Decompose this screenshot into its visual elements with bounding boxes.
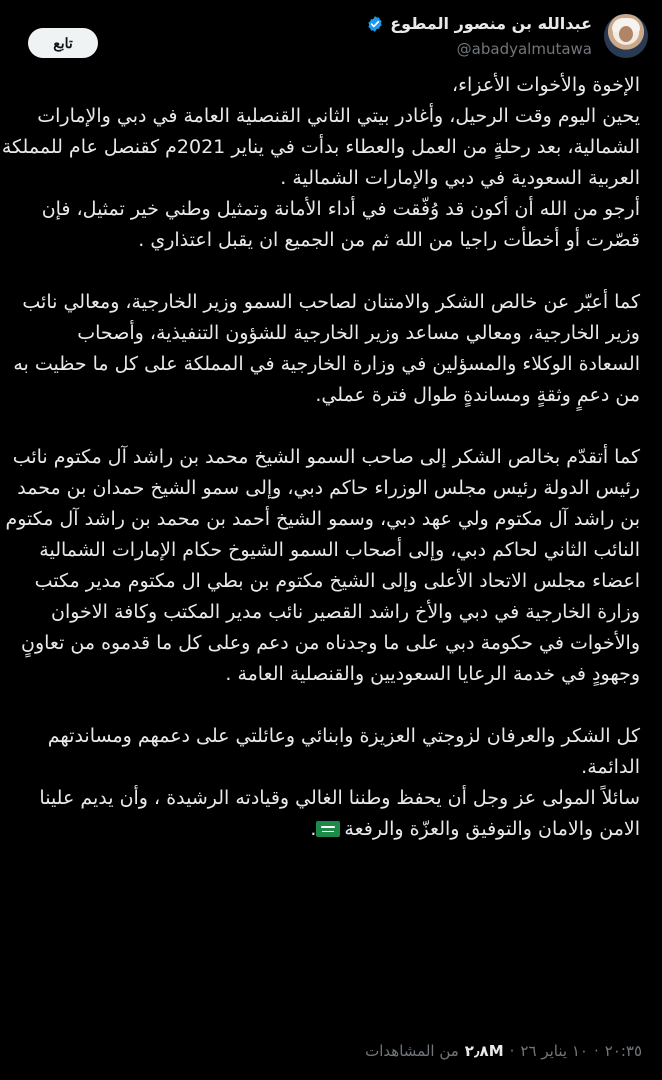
paragraph bbox=[5, 442, 640, 690]
author-handle[interactable]: @abadyalmutawa bbox=[456, 40, 592, 58]
views-label: من المشاهدات bbox=[365, 1042, 459, 1060]
text-line: اعضاء مجلس الاتحاد الأعلى وإلى الشيخ مكتوم بن بطي ال مكتوم مدير مكتب bbox=[34, 570, 640, 592]
text-line-with-flag: الامن والامان والتوفيق والعزّة والرفعة. bbox=[310, 818, 640, 840]
saudi-flag-icon bbox=[316, 821, 340, 837]
text-line: بن راشد آل مكتوم ولي عهد دبي، وسمو الشيخ أحمد بن محمد بن راشد آل مكتوم bbox=[5, 508, 640, 530]
text-line: وزارة الخارجية في دبي والأخ راشد القصير نائب مدير المكتب وكافة الاخوان bbox=[51, 601, 640, 623]
text-line: الامن والامان والتوفيق والعزّة والرفعة bbox=[344, 818, 640, 840]
paragraph bbox=[20, 721, 640, 845]
tweet-time[interactable]: ٢٠:٣٥ bbox=[604, 1042, 642, 1060]
text-line: أرجو من الله أن أكون قد وُفّقت في أداء الأمانة وتمثيل وطني خير تمثيل، فإن bbox=[41, 198, 640, 220]
text-line: سائلاً المولى عز وجل أن يحفظ وطننا الغالي وقيادته الرشيدة ، وأن يديم علينا bbox=[39, 787, 640, 809]
meta-separator: · bbox=[509, 1042, 515, 1060]
text-line: والأخوات في حكومة دبي على ما وجدناه من دعم وعلى كل ما قدموه من تعاونٍ bbox=[21, 632, 640, 654]
author-name-row bbox=[366, 14, 592, 33]
views-count: ٢٫٨M bbox=[464, 1042, 504, 1060]
paragraph bbox=[13, 287, 640, 411]
tweet-meta bbox=[365, 1042, 642, 1060]
text-line: النائب الثاني لحاكم دبي، وإلى أصحاب السمو الشيوخ حكام الإمارات الشمالية bbox=[39, 539, 640, 561]
text-line: من دعمٍ وثقةٍ ومساندةٍ طوال فترة عملي. bbox=[315, 384, 640, 406]
follow-button[interactable]: تابع bbox=[28, 28, 98, 58]
text-line: الدائمة. bbox=[581, 756, 640, 778]
author-display-name[interactable]: عبدالله بن منصور المطوع bbox=[390, 14, 592, 33]
tweet-header bbox=[0, 8, 662, 68]
tweet-text bbox=[1, 70, 640, 876]
avatar[interactable] bbox=[604, 14, 648, 58]
text-line: رئيس الدولة رئيس مجلس الوزراء حاكم دبي، وإلى سمو الشيخ حمدان بن محمد bbox=[17, 477, 640, 499]
verified-badge-icon bbox=[366, 15, 384, 33]
text-line: قصّرت أو أخطأت راجيا من الله ثم من الجميع ان يقبل اعتذاري . bbox=[138, 229, 640, 251]
tweet-date[interactable]: ١٠ يناير ٢٦ bbox=[520, 1042, 588, 1060]
text-line: الإخوة والأخوات الأعزاء، bbox=[451, 74, 640, 96]
text-line: الشمالية، بعد رحلةٍ من العمل والعطاء بدأت في يناير 2021م كقنصل عام للمملكة bbox=[1, 136, 640, 158]
text-line: وزير الخارجية، ومعالي مساعد وزير الخارجية للشؤون التنفيذية، وأصحاب bbox=[77, 322, 640, 344]
text-line: كل الشكر والعرفان لزوجتي العزيزة وابنائي وعائلتي على دعمهم ومساندتهم bbox=[47, 725, 640, 747]
text-line: كما أتقدّم بخالص الشكر إلى صاحب السمو الشيخ محمد بن راشد آل مكتوم نائب bbox=[12, 446, 640, 468]
text-line: العربية السعودية في دبي والإمارات الشمالية . bbox=[280, 167, 640, 189]
text-line: كما أعبّر عن خالص الشكر والامتنان لصاحب السمو وزير الخارجية، ومعالي نائب bbox=[22, 291, 640, 313]
paragraph bbox=[1, 70, 640, 256]
text-line: وجهودٍ في خدمة الرعايا السعوديين والقنصلية العامة . bbox=[225, 663, 640, 685]
text-line: يحين اليوم وقت الرحيل، وأغادر بيتي الثاني القنصلية العامة في دبي والإمارات bbox=[37, 105, 640, 127]
text-line: السعادة الوكلاء والمسؤلين في وزارة الخارجية في المملكة على كل ما حظيت به bbox=[13, 353, 640, 375]
meta-separator: · bbox=[593, 1042, 599, 1060]
